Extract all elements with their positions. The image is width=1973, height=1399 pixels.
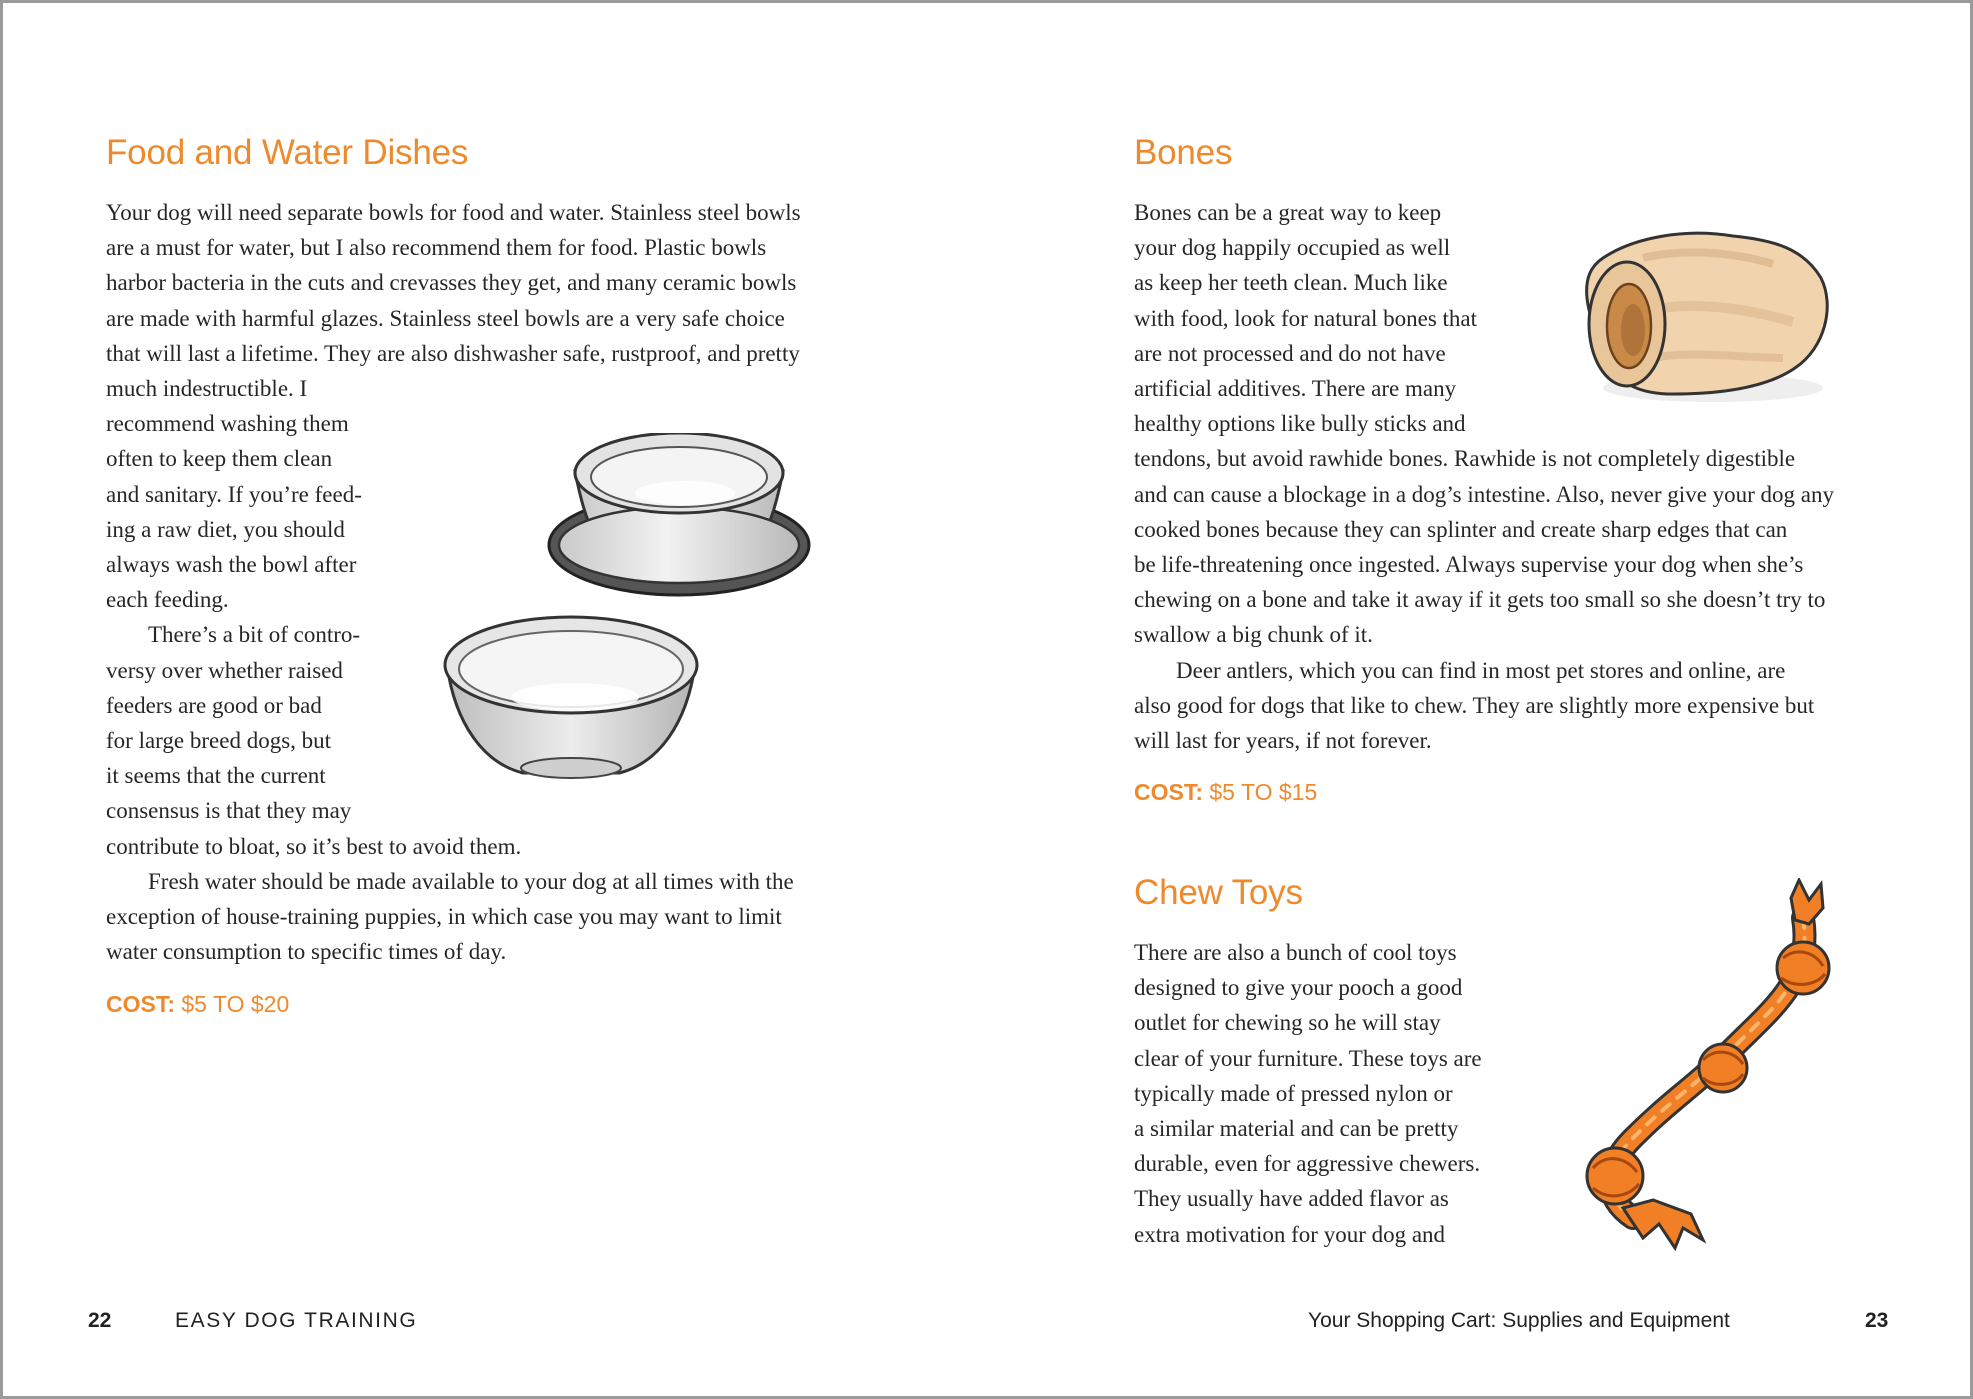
section-heading-food-water: Food and Water Dishes: [106, 133, 469, 172]
text-line: designed to give your pooch a good: [1134, 975, 1463, 1001]
text-line: a similar material and can be pretty: [1134, 1116, 1459, 1142]
dog-bowls-illustration: [443, 433, 823, 793]
text-line: for large breed dogs, but: [106, 728, 332, 754]
text-line: much indestructible. I: [106, 376, 308, 402]
running-head-right: Your Shopping Cart: Supplies and Equipment: [1308, 1309, 1730, 1332]
text-line: that will last a lifetime. They are also dishwasher safe, rustproof, and pretty: [106, 340, 800, 366]
text-line: outlet for chewing so he will stay: [1134, 1010, 1441, 1036]
text-line: harbor bacteria in the cuts and crevasses they get, and many ceramic bowls: [106, 270, 797, 296]
text-line: They usually have added flavor as: [1134, 1186, 1449, 1212]
text-line: There are also a bunch of cool toys: [1134, 940, 1457, 965]
page-number-left: 22: [88, 1309, 112, 1332]
text-line: extra motivation for your dog and: [1134, 1221, 1446, 1247]
rope-toy-illustration: [1563, 878, 1863, 1258]
text-line: versy over whether raised: [106, 657, 343, 683]
text-line: There’s a bit of contro-: [148, 622, 361, 648]
text-line: swallow a big chunk of it.: [1134, 622, 1373, 648]
text-line: will last for years, if not forever.: [1134, 728, 1432, 754]
text-line: cooked bones because they can splinter and create sharp edges that can: [1134, 516, 1788, 542]
text-line: your dog happily occupied as well: [1134, 235, 1451, 261]
text-line: recommend washing them: [106, 411, 349, 437]
text-line: often to keep them clean: [106, 446, 333, 472]
text-line: are not processed and do not have: [1134, 340, 1446, 366]
text-line: exception of house-training puppies, in which case you may want to limit: [106, 904, 782, 930]
text-line: be life-threatening once ingested. Always supervise your dog when she’s: [1134, 552, 1804, 578]
running-head-left: EASY DOG TRAINING: [175, 1309, 418, 1332]
book-spread: [3, 3, 1970, 1396]
text-line: Deer antlers, which you can find in most pet stores and online, are: [1176, 657, 1786, 683]
text-line: Fresh water should be made available to your dog at all times with the: [148, 868, 794, 894]
text-line: are made with harmful glazes. Stainless steel bowls are a very safe choice: [106, 305, 785, 331]
text-line: chewing on a bone and take it away if it gets too small so she doesn’t try to: [1134, 587, 1826, 613]
section-heading-bones: Bones: [1134, 133, 1233, 172]
text-line: consensus is that they may: [106, 798, 352, 824]
food-water-cost: [106, 991, 289, 1018]
cost-label: COST:: [1134, 779, 1203, 805]
text-line: ing a raw diet, you should: [106, 516, 345, 542]
cost-value: $5 TO $20: [181, 991, 290, 1017]
cost-label: COST:: [106, 991, 175, 1017]
text-line: healthy options like bully sticks and: [1134, 411, 1466, 437]
text-line: Bones can be a great way to keep: [1134, 200, 1442, 225]
text-line: clear of your furniture. These toys are: [1134, 1045, 1482, 1071]
text-line: each feeding.: [106, 587, 229, 613]
text-line: and sanitary. If you’re feed-: [106, 481, 362, 507]
text-line: typically made of pressed nylon or: [1134, 1080, 1453, 1106]
bones-cost: [1134, 779, 1317, 806]
text-line: with food, look for natural bones that: [1134, 305, 1478, 331]
text-line: and can cause a blockage in a dog’s intestine. Also, never give your dog any: [1134, 481, 1835, 507]
text-line: are a must for water, but I also recommend them for food. Plastic bowls: [106, 235, 767, 261]
text-line: tendons, but avoid rawhide bones. Rawhide is not completely digestible: [1134, 446, 1796, 472]
section-heading-chew-toys: Chew Toys: [1134, 873, 1303, 912]
text-line: Your dog will need separate bowls for food and water. Stainless steel bowls: [106, 200, 801, 225]
cost-value: $5 TO $15: [1209, 779, 1318, 805]
page-number-right: 23: [1865, 1309, 1889, 1332]
text-line: artificial additives. There are many: [1134, 376, 1457, 402]
marrow-bone-illustration: [1563, 218, 1843, 418]
raised-bowl-icon: [549, 433, 809, 595]
text-line: feeders are good or bad: [106, 692, 322, 718]
text-line: water consumption to specific times of day.: [106, 939, 507, 965]
bowl-icon: [445, 617, 697, 778]
text-line: always wash the bowl after: [106, 552, 357, 578]
text-line: contribute to bloat, so it’s best to avoid them.: [106, 833, 522, 859]
text-line: durable, even for aggressive chewers.: [1134, 1151, 1481, 1177]
chew-toys-paragraph-1: [1134, 935, 1482, 1252]
text-line: also good for dogs that like to chew. They are slightly more expensive but: [1134, 692, 1815, 718]
text-line: it seems that the current: [106, 763, 326, 789]
text-line: as keep her teeth clean. Much like: [1134, 270, 1448, 296]
